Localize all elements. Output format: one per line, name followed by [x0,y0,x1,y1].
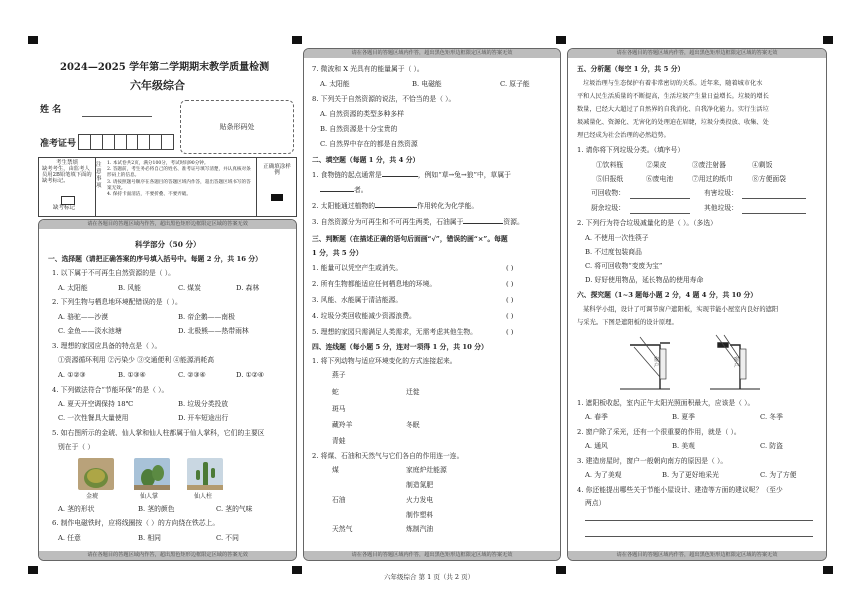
option[interactable]: C. 将可回收物“变废为宝” [585,262,663,270]
waste-item: ⑧方便面袋 [752,175,786,183]
absent-cell [39,158,96,216]
judge-answer[interactable]: ( ) [506,328,514,336]
option[interactable]: A. 为了美观 [585,471,622,479]
question-1: 1. 以下属于不可再生自然资源的是（ ）。 [52,269,175,277]
option[interactable]: A. 骆驼——沙漠 [58,313,109,321]
rules [107,161,253,198]
answer-area-notice: 请在各题目的答题区域内作答，超出黑色矩形边框限定区域的答案无效 [39,220,296,229]
fill-1-cont [320,187,368,195]
part1-title: 一、选择题（请把正确答案的序号填入括号中。每题 2 分，共 16 分） [48,255,262,263]
passage-line: 圾减量化、资源化、无害化的处理迫在眉睫，垃圾分类投放、收集、处 [577,119,769,126]
part3-title-cont: 1 分，共 5 分） [312,249,363,257]
sample-label: 正确填涂样例 [263,164,291,177]
category-recyclable: 可回收物： [591,189,625,197]
match-use[interactable]: 炼制汽油 [406,525,434,533]
sample-cell [256,158,297,216]
option[interactable]: B. 帝企鹅——南极 [178,313,235,321]
option[interactable]: A. 通风 [585,442,608,450]
waste-item: ③废注射器 [692,161,726,169]
option[interactable]: D. 北极熊——热带雨林 [178,327,249,335]
explore-question-4: 4. 你还能提出哪些关于节能小屋设计、建造等方面的建议呢？（至少 [577,486,783,494]
waste-item: ①饮料瓶 [596,161,624,169]
fill-text: 3. 自然资源分为可再生和不可再生两类，石油属于 [312,218,464,226]
judge-item: 1. 能量可以凭空产生或消失。 [312,264,403,272]
option[interactable]: B. 自然资源是十分宝贵的 [320,125,398,133]
option[interactable]: B. 垃圾分类投放 [178,400,229,408]
match-fuel[interactable]: 天然气 [332,525,353,533]
option[interactable]: A. 春季 [585,413,608,421]
registration-mark [823,566,833,574]
fill-text: ，例如“草→兔→狼”中，草属于 [417,171,511,179]
option[interactable]: C. 冬季 [760,413,783,421]
judge-item: 2. 所有生物都能适应任何栖息地的环境。 [312,280,437,288]
registration-mark [556,566,566,574]
question-5-cont: 别在于（ ） [58,443,95,451]
option[interactable]: B. 为了更好地采光 [662,471,719,479]
rule-item: 4. 保持卡面清洁，不要折叠、不要弄破。 [107,191,191,197]
match-question-1: 1. 将下列动物与适应环境变化的方式连接起来。 [312,357,457,365]
explore-question-3: 3. 建造房屋时，窗户一般朝向南方的原因是（ ）。 [577,457,728,465]
answer-area-notice: 请在各题目的答题区域内作答，超出黑色矩形边框限定区域的答案无效 [568,551,826,560]
option[interactable]: D. 森林 [236,284,260,292]
column-cactus-image [187,458,223,490]
sample-filled-box [271,194,283,201]
rule-item: 3. 请按照题号顺序在各题目的答题区域内作答，超出答题区域书写的答案无效。 [107,179,251,191]
judge-item: 4. 垃圾分类回收能减少资源浪费。 [312,312,416,320]
waste-item: ⑦用过的纸巾 [692,175,733,183]
option[interactable]: C. 原子能 [500,80,530,88]
exam-id-label: 准考证号 [40,139,77,149]
option[interactable]: C. 自然界中存在的都是自然资源 [320,140,418,148]
plant-label: 仙人掌 [140,493,159,500]
window-label: 窗户 [654,357,660,369]
answer-area-notice: 请在各题目的答题区域内作答，超出黑色矩形边框限定区域的答案无效 [39,551,296,560]
part2-title: 二、填空题（每题 1 分，共 4 分） [312,156,420,164]
fill-1 [312,172,511,180]
registration-mark [292,36,302,44]
judge-answer[interactable]: ( ) [506,280,514,288]
option[interactable]: A. 任意 [58,534,81,542]
option[interactable]: A. 自然资源的类型多种多样 [320,110,404,118]
option[interactable]: C. 金鱼——淡水池塘 [58,327,122,335]
fill-blank[interactable] [375,207,417,208]
answer-area-notice: 请在各题目的答题区域内作答，超出黑色矩形边框限定区域的答案无效 [568,49,826,58]
analysis-question-1: 1. 请你将下列垃圾分类。（填序号） [577,146,685,154]
question-8: 8. 下列关于自然资源的说法，不恰当的是（ ）。 [312,95,456,103]
prickly-pear-cactus-image [134,458,170,490]
match-animal[interactable]: 斑马 [332,405,346,413]
option[interactable]: C. ②③④ [178,371,206,379]
part6-title: 六、探究题（1~3 题每小题 2 分，4 题 4 分，共 10 分） [577,291,758,299]
notice-table [38,157,297,217]
rule-item: 1. 本试卷共2页，满分100分，考试时间90分钟。 [107,161,209,166]
match-animal[interactable]: 燕子 [332,371,346,379]
option[interactable]: B. 电磁能 [412,80,442,88]
exam-id-boxes[interactable] [78,134,174,150]
fill-text: 2. 太阳能通过植物的 [312,202,376,210]
match-adaptation[interactable]: 迁徙 [406,388,420,396]
option[interactable]: B. 相同 [138,534,161,542]
section-title: 科学部分（50 分） [135,240,201,249]
question-7: 7. 微波和 X 光具有的能量属于（ ）。 [312,65,424,73]
judge-answer[interactable]: ( ) [506,264,514,272]
option[interactable]: B. 美观 [672,442,695,450]
explore-question-1: 1. 遮阳板收起，室内正午太阳光照面积最大，应该是（ ）。 [577,399,755,407]
match-use[interactable]: 制造氮肥 [406,481,434,489]
plant-label: 仙人柱 [194,493,213,500]
explore-question-4-cont: 两点） [585,499,606,507]
answer-area-notice: 请在各题目的答题区域内作答，超出黑色矩形边框限定区域的答案无效 [304,49,560,58]
match-adaptation[interactable]: 冬眠 [406,421,420,429]
option[interactable]: C. 防盗 [760,442,783,450]
suggestion-answer-line[interactable] [585,520,813,521]
option[interactable]: B. 风能 [118,284,141,292]
option[interactable]: C. 为了方便 [760,471,797,479]
fill-text: 1. 食物链的起点通常是 [312,171,382,179]
match-use[interactable]: 制作塑料 [406,511,434,519]
registration-mark [292,566,302,574]
question-4: 4. 下列做法符合“节能环保”的是（ ）。 [52,386,169,394]
shading-board-diagram [620,333,780,393]
notice-body: 缺考考生，由监考人员用2B铅笔填下面的缺考标记。 [42,166,92,185]
plant-label: 金琥 [86,493,99,500]
option[interactable]: C. 一次性餐具大量使用 [58,414,129,422]
recyclable-answer[interactable] [630,198,690,199]
passage-line: 理已经成为社会治理的必然趋势。 [577,132,670,139]
waste-item: ④剩饭 [752,161,773,169]
name-field[interactable] [82,116,152,117]
option[interactable]: B. 不过度包装商品 [585,248,642,256]
rule-item: 2. 答题前，考生务必将自己的姓名、准考证号填写清楚，并认真核对条形码上的信息。 [107,167,251,179]
option[interactable]: A. 太阳能 [58,284,88,292]
registration-mark [823,36,833,44]
option[interactable]: A. 夏天开空调保持 18℃ [58,400,134,408]
barcode-area [180,100,294,154]
category-other: 其他垃圾： [704,204,738,212]
registration-mark [28,566,38,574]
page-footer: 六年级综合 第 1 页（共 2 页） [384,573,475,581]
question-5: 5. 如右图所示的金琥、仙人掌和仙人柱都属于仙人掌科，它们的主要区 [52,429,265,437]
fill-text: 作用转化为化学能。 [417,202,479,210]
judge-item: 3. 风能、水能属于清洁能源。 [312,296,403,304]
question-3: 3. 理想的家园应具备的特点是（ ）。 [52,342,162,350]
part5-title: 五、分析题（每空 1 分，共 5 分） [577,65,685,73]
option[interactable]: A. 茎的形状 [58,505,95,513]
option[interactable]: A. 太阳能 [320,80,350,88]
barcode-label: 贴条形码处 [219,123,255,131]
waste-item: ⑥废电池 [646,175,674,183]
option[interactable]: D. 开车短途出行 [178,414,229,422]
category-kitchen: 厨余垃圾： [591,204,625,212]
match-use[interactable]: 家庭炉灶能源 [406,466,447,474]
option[interactable]: D. 好好使用物品，延长物品的使用寿命 [585,276,704,284]
explore-question-2: 2. 窗户除了采光，还有一个很重要的作用，就是（ ）。 [577,428,741,436]
hazardous-answer[interactable] [742,198,806,199]
fill-3 [312,219,524,227]
absent-label: 缺考标记 [53,205,76,211]
fill-text: 者。 [354,186,368,194]
passage-line: 平和人民生活质量的不断提高，生活垃圾产生量日益增长。垃圾的增长 [577,93,769,100]
intro-line: 某科学小组，设计了可调节窗户遮阳板，实现节能小屋室内良好的遮阳 [583,306,779,313]
option[interactable]: C. 煤炭 [178,284,201,292]
part3-title: 三、判断题（在描述正确的语句后面画“√”，错误的画“×”。每题 [312,235,508,243]
registration-mark [556,36,566,44]
option[interactable]: B. 茎的颜色 [138,505,175,513]
subject-title: 六年级综合 [130,79,185,92]
window-label: 窗户 [734,357,740,369]
category-hazardous: 有害垃圾： [704,189,738,197]
option[interactable]: B. ①③④ [118,371,146,379]
passage-line: 数量，已经大大超过了自然界的自我消化、自我净化能力。实行生活垃 [577,106,769,113]
answer-area-notice: 请在各题目的答题区域内作答，超出黑色矩形边框限定区域的答案无效 [304,551,560,560]
kitchen-answer[interactable] [630,213,690,214]
option[interactable]: B. 夏季 [672,413,695,421]
passage-line: 垃圾治理与生态保护有着非常密切的关系。近年来，随着城市化水 [583,80,763,87]
match-animal[interactable]: 藏羚羊 [332,421,353,429]
question-3-items: ①资源循环利用 ②污染少 ③交通便利 ④能源消耗高 [58,356,215,364]
part4-title: 四、连线题（每小题 5 分，连对一项得 1 分，共 10 分） [312,343,488,351]
match-question-2: 2. 将煤、石油和天然气与它们各自的作用连一连。 [312,452,464,460]
match-use[interactable]: 火力发电 [406,496,434,504]
waste-item: ⑤旧报纸 [596,175,624,183]
match-fuel[interactable]: 煤 [332,466,339,474]
registration-mark [28,36,38,44]
judge-answer[interactable]: ( ) [506,312,514,320]
absent-checkbox[interactable] [61,196,75,205]
attention-label: 注意事项 [96,162,102,190]
judge-answer[interactable]: ( ) [506,296,514,304]
name-label: 姓 名 [40,105,62,115]
option[interactable]: A. 不使用一次性筷子 [585,234,649,242]
question-6: 6. 制作电磁铁时，应将线圈按（ ）的方向绕在铁芯上。 [52,519,220,527]
fill-blank[interactable] [320,191,354,192]
intro-line: 与采光。下图是遮阳板的设计原理。 [577,319,678,326]
notice-title: 考生禁填 [55,160,78,166]
fill-blank[interactable] [463,223,503,224]
match-fuel[interactable]: 石油 [332,496,346,504]
waste-item: ②果皮 [646,161,667,169]
exam-title: 2024—2025 学年第二学期期末教学质量检测 [60,62,270,73]
other-answer[interactable] [742,213,806,214]
option[interactable]: C. 不同 [216,534,239,542]
golden-barrel-cactus-image [78,458,114,490]
fill-2 [312,203,478,211]
option[interactable]: A. ①②③ [58,371,86,379]
question-2: 2. 下列生物与栖息地环境配错误的是（ ）。 [52,298,182,306]
analysis-question-2: 2. 下列行为符合垃圾减量化的是（ ）。（多选） [577,219,717,227]
judge-item: 5. 理想的家园只需满足人类需求，无需考虑其他生物。 [312,328,477,336]
match-animal[interactable]: 青蛙 [332,437,346,445]
option[interactable]: D. ①②④ [236,371,264,379]
fill-blank[interactable] [382,176,418,177]
option[interactable]: C. 茎的气味 [216,505,253,513]
fill-text: 资源。 [503,218,524,226]
suggestion-answer-line[interactable] [585,536,813,537]
match-animal[interactable]: 蛇 [332,388,339,396]
